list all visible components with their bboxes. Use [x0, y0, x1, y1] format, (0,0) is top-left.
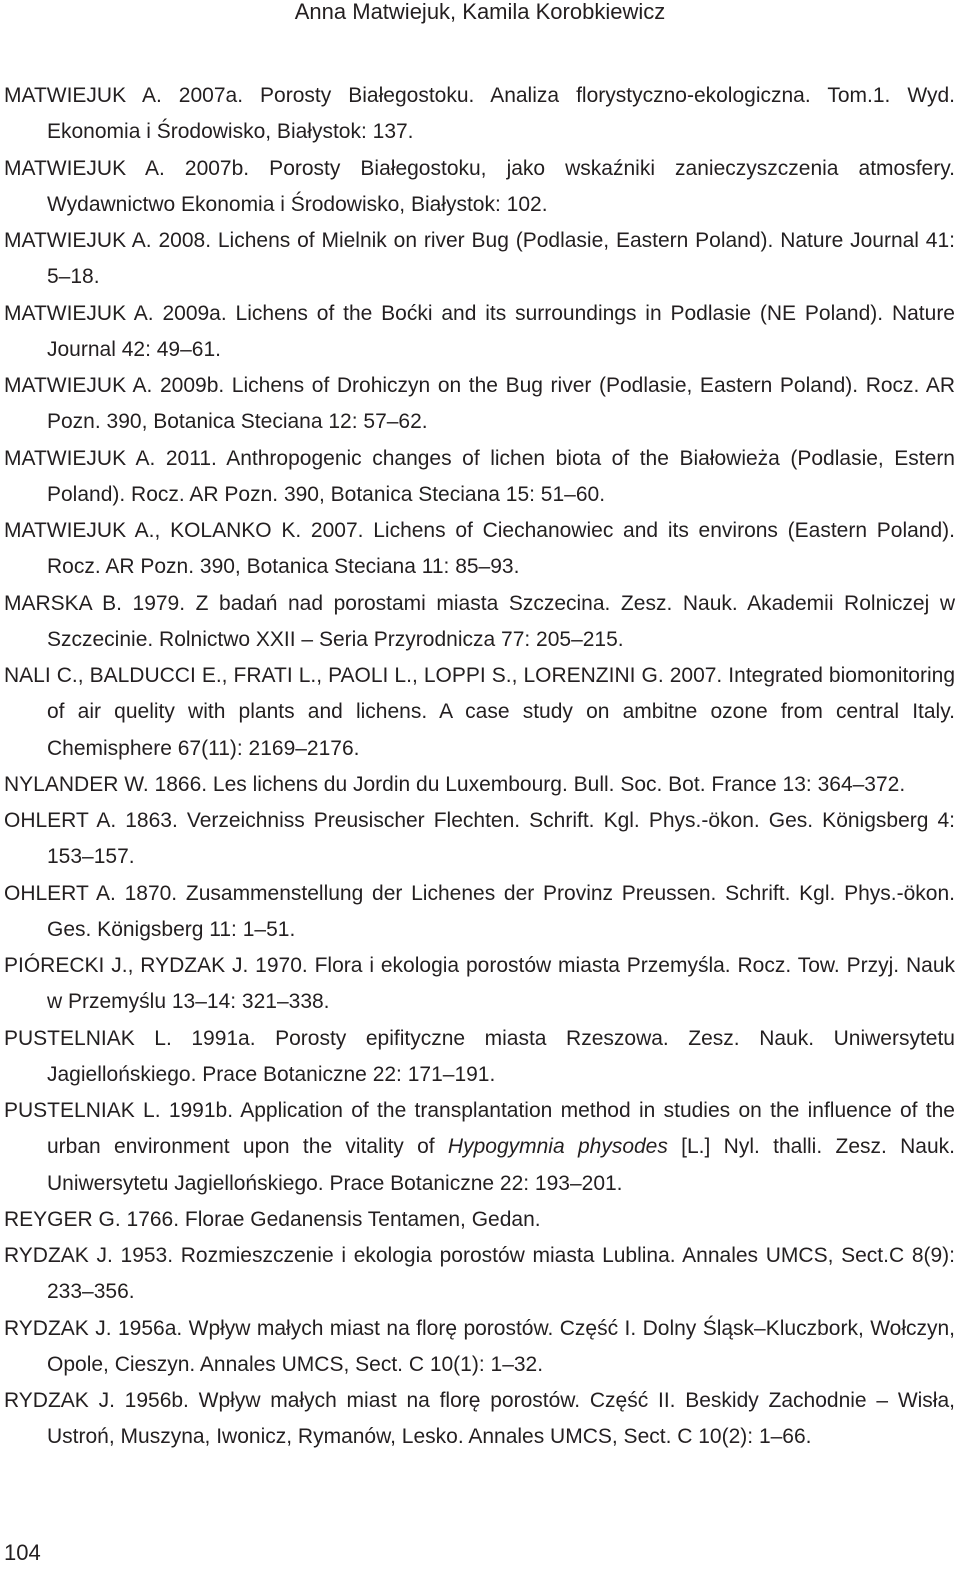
reference-entry: OHLERT A. 1863. Verzeichniss Preusischer Flechten. Schrift. Kgl. Phys.-ökon. Ges. Königsberg 4: 153–157.	[4, 809, 955, 869]
reference-entry: OHLERT A. 1870. Zusammenstellung der Lichenes der Provinz Preussen. Schrift. Kgl. Phys.-ökon. Ges. Königsberg 11: 1–51.	[4, 881, 955, 941]
reference-entry: REYGER G. 1766. Florae Gedanensis Tentamen, Gedan.	[4, 1207, 541, 1231]
reference-entry: PUSTELNIAK L. 1991a. Porosty epifityczne miasta Rzeszowa. Zesz. Nauk. Uniwersytetu Jagiellońskiego. Prace Botaniczne 22: 171–191.	[4, 1026, 955, 1086]
running-header: Anna Matwiejuk, Kamila Korobkiewicz	[294, 0, 666, 24]
reference-entry: MATWIEJUK A. 2011. Anthropogenic changes of lichen biota of the Białowieża (Podlasie, Estern Poland). Rocz. AR Pozn. 390, Botanica Steciana 15: 51–60.	[4, 446, 955, 506]
reference-entry: NYLANDER W. 1866. Les lichens du Jordin du Luxembourg. Bull. Soc. Bot. France 13: 364–372.	[4, 772, 906, 796]
reference-entry: RYDZAK J. 1956a. Wpływ małych miast na florę porostów. Część I. Dolny Śląsk–Kluczbork, Wołczyn, Opole, Cieszyn. Annales UMCS, Sect. C 10(1): 1–32.	[4, 1316, 955, 1376]
reference-entry: NALI C., BALDUCCI E., FRATI L., PAOLI L., LOPPI S., LORENZINI G. 2007. Integrated biomonitoring of air quelity with plants and lichens. A case study on ambitne ozone from central Italy. Chemisphere 67(11): 2169–2176.	[4, 664, 955, 760]
page-number: 104	[4, 1540, 41, 1565]
reference-entry: MARSKA B. 1979. Z badań nad porostami miasta Szczecina. Zesz. Nauk. Akademii Rolniczej w Szczecinie. Rolnictwo XXII – Seria Przyrodnicza 77: 205–215.	[4, 591, 955, 651]
reference-entry: MATWIEJUK A. 2007b. Porosty Białegostoku, jako wskaźniki zanieczyszczenia atmosfery. Wydawnictwo Ekonomia i Środowisko, Białystok: 102.	[4, 156, 955, 216]
reference-entry: MATWIEJUK A., KOLANKO K. 2007. Lichens of Ciechanowiec and its environs (Eastern Poland). Rocz. AR Pozn. 390, Botanica Steciana 11: 85–93.	[4, 519, 955, 579]
reference-entry: MATWIEJUK A. 2007a. Porosty Białegostoku. Analiza florystyczno-ekologiczna. Tom.1. Wyd. Ekonomia i Środowisko, Białystok: 137.	[4, 84, 955, 144]
reference-entry: PIÓRECKI J., RYDZAK J. 1970. Flora i ekologia porostów miasta Przemyśla. Rocz. Tow. Przyj. Nauk w Przemyślu 13–14: 321–338.	[4, 954, 955, 1014]
reference-entry: MATWIEJUK A. 2009a. Lichens of the Boćki and its surroundings in Podlasie (NE Poland). Nature Journal 42: 49–61.	[4, 301, 955, 361]
reference-entry: RYDZAK J. 1956b. Wpływ małych miast na florę porostów. Część II. Beskidy Zachodnie – Wisła, Ustroń, Muszyna, Iwonicz, Rymanów, Lesko. Annales UMCS, Sect. C 10(2): 1–66.	[4, 1389, 955, 1449]
reference-entry: RYDZAK J. 1953. Rozmieszczenie i ekologia porostów miasta Lublina. Annales UMCS, Sect.C 8(9): 233–356.	[4, 1244, 955, 1304]
reference-list	[4, 78, 955, 1456]
reference-entry: MATWIEJUK A. 2008. Lichens of Mielnik on river Bug (Podlasie, Eastern Poland). Nature Journal 41: 5–18.	[4, 229, 955, 289]
reference-entry: MATWIEJUK A. 2009b. Lichens of Drohiczyn on the Bug river (Podlasie, Eastern Poland). Rocz. AR Pozn. 390, Botanica Steciana 12: 57–62.	[4, 374, 955, 434]
reference-text: PUSTELNIAK L. 1991b. Application of the transplantation method in studies on the influence of the urban environment upon the vitality of	[4, 1099, 955, 1159]
reference-entry	[4, 1093, 955, 1202]
reference-text: [L.] Nyl. thalli. Zesz. Nauk. Uniwersytetu Jagiellońskiego. Prace Botaniczne 22: 193–201.	[47, 1135, 955, 1195]
species-name: Hypogymnia physodes	[447, 1135, 668, 1159]
